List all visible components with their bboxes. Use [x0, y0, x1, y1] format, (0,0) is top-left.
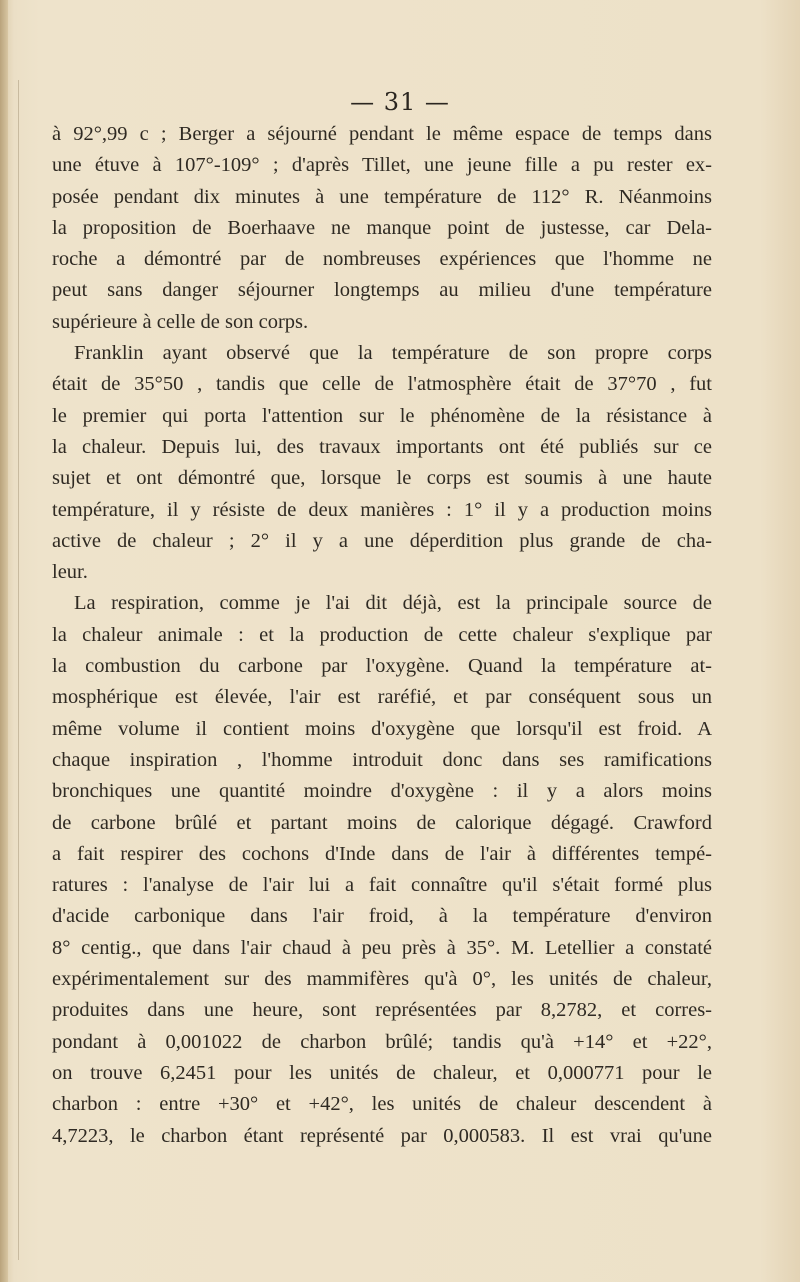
text-line: leur.	[52, 561, 88, 584]
text-line: expérimentalement sur des mammifères qu'à 0°, les unités de chaleur,	[52, 968, 712, 991]
text-line: roche a démontré par de nombreuses expériences que l'homme ne	[52, 248, 712, 271]
text-line: à 92°,99 c ; Berger a séjourné pendant le même espace de temps dans	[52, 123, 712, 145]
text-line: était de 35°50 , tandis que celle de l'atmosphère était de 37°70 , fut	[52, 373, 712, 396]
text-line: le premier qui porta l'attention sur le phénomène de la résistance à	[52, 404, 712, 427]
text-line: une étuve à 107°-109° ; d'après Tillet, une jeune fille a pu rester ex-	[52, 154, 712, 177]
text-line: produites dans une heure, sont représentées par 8,2782, et corres-	[52, 999, 712, 1022]
body-text	[52, 119, 712, 1152]
text-line: posée pendant dix minutes à une température de 112° R. Néanmoins	[52, 185, 712, 208]
text-line: on trouve 6,2451 pour les unités de chaleur, et 0,000771 pour le	[52, 1061, 712, 1084]
text-line: sujet et ont démontré que, lorsque le corps est soumis à une haute	[52, 467, 712, 490]
page-edge-line	[18, 80, 19, 1260]
page-number: — 31 —	[350, 88, 450, 116]
text-line: bronchiques une quantité moindre d'oxygène : il y a alors moins	[52, 780, 712, 803]
text-line: d'acide carbonique dans l'air froid, à la température d'environ	[52, 905, 712, 928]
text-line: active de chaleur ; 2° il y a une déperdition plus grande de cha-	[52, 529, 712, 552]
text-line: 4,7223, le charbon étant représenté par 0,000583. Il est vrai qu'une	[52, 1124, 712, 1147]
text-line: supérieure à celle de son corps.	[52, 310, 309, 333]
text-line: a fait respirer des cochons d'Inde dans de l'air à différentes tempé-	[52, 842, 712, 865]
text-line: la chaleur animale : et la production de cette chaleur s'explique par	[52, 623, 712, 646]
text-line: chaque inspiration , l'homme introduit donc dans ses ramifications	[52, 748, 712, 771]
text-line: 8° centig., que dans l'air chaud à peu près à 35°. M. Letellier a constaté	[52, 936, 712, 959]
text-line: la combustion du carbone par l'oxygène. Quand la température at-	[52, 655, 712, 678]
text-line: ratures : l'analyse de l'air lui a fait connaître qu'il s'était formé plus	[52, 874, 712, 897]
text-line: peut sans danger séjourner longtemps au milieu d'une température	[52, 279, 712, 302]
text-line: Franklin ayant observé que la température de son propre corps	[74, 342, 712, 365]
text-line: de carbone brûlé et partant moins de calorique dégagé. Crawford	[52, 811, 712, 834]
text-line: la proposition de Boerhaave ne manque point de justesse, car Dela-	[52, 216, 712, 239]
text-line: mosphérique est élevée, l'air est raréfié, et par conséquent sous un	[52, 686, 712, 709]
text-line: La respiration, comme je l'ai dit déjà, est la principale source de	[74, 592, 712, 615]
text-line: température, il y résiste de deux manières : 1° il y a production moins	[52, 498, 712, 521]
text-line: la chaleur. Depuis lui, des travaux importants ont été publiés sur ce	[52, 435, 712, 458]
page-spine-shadow	[0, 0, 8, 1282]
text-line: même volume il contient moins d'oxygène que lorsqu'il est froid. A	[52, 717, 712, 740]
text-line: pondant à 0,001022 de charbon brûlé; tandis qu'à +14° et +22°,	[52, 1030, 712, 1053]
text-line: charbon : entre +30° et +42°, les unités de chaleur descendent à	[52, 1093, 712, 1116]
